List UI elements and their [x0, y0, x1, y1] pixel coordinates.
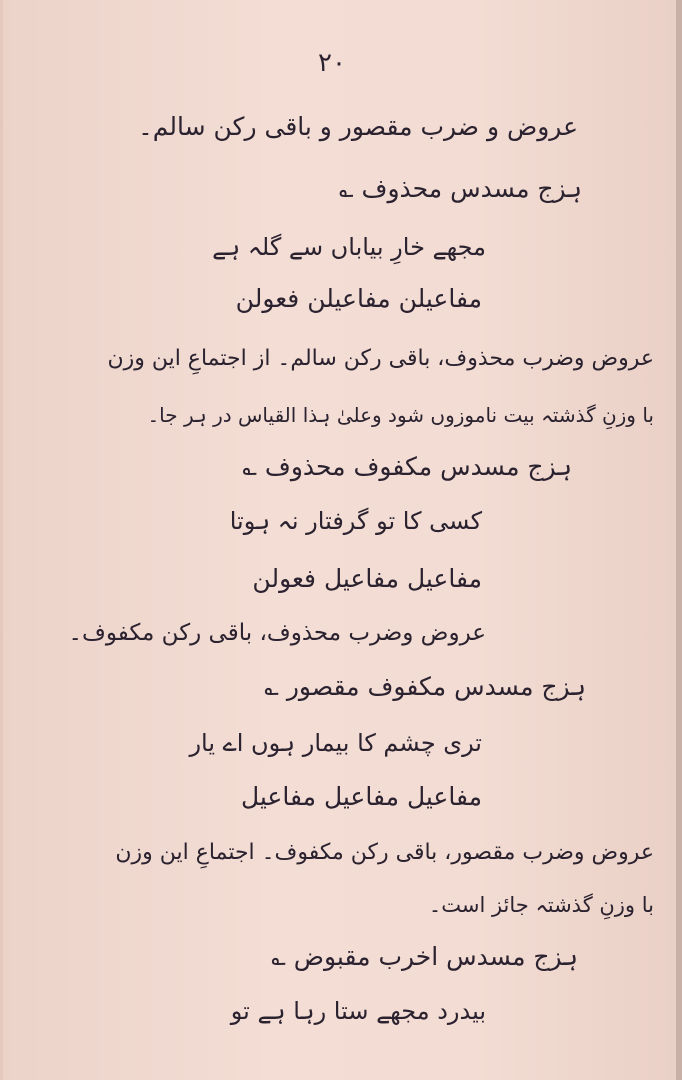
meter-line-1: مفاعیلن مفاعیلن فعولن: [235, 284, 482, 313]
text-line-2: عروض وضرب محذوف، باقی رکن سالم۔ از اجتماعِ این وزن: [107, 346, 654, 371]
meter-line-3: مفاعیل مفاعیل مفاعیل: [240, 782, 482, 811]
page-left-edge: [0, 0, 3, 1080]
page-number: ۲۰: [318, 48, 346, 78]
text-line-5: عروض وضرب مقصور، باقی رکن مکفوف۔ اجتماعِ این وزن: [115, 840, 654, 865]
text-line-4: عروض وضرب محذوف، باقی رکن مکفوف۔: [68, 620, 486, 646]
heading-hazaj-akhrab-maqbooz: ہزج مسدس اخرب مقبوض ؎: [271, 942, 578, 971]
text-line-3: با وزنِ گذشتہ بیت ناموزوں شود وعلیٰ ہذا القیاس در ہر جا۔: [147, 403, 654, 427]
text-line-6: با وزنِ گذشتہ جائز است۔: [428, 893, 654, 917]
meter-line-2: مفاعیل مفاعیل فعولن: [252, 564, 482, 593]
heading-hazaj-makfoof-mahzoof: ہزج مسدس مکفوف محذوف ؎: [242, 452, 572, 481]
verse-line-3: تری چشم کا بیمار ہوں اے یار: [189, 729, 482, 757]
verse-line-4: بیدرد مجھے ستا رہا ہے تو: [230, 997, 486, 1025]
text-line-1: عروض و ضرب مقصور و باقی رکن سالم۔: [138, 112, 578, 141]
heading-hazaj-musaddas-mahzoof: ہزج مسدس محذوف ؎: [338, 174, 582, 203]
heading-hazaj-makfoof-maqsoor: ہزج مسدس مکفوف مقصور ؎: [264, 672, 586, 701]
verse-line-1: مجھے خارِ بیاباں سے گلہ ہے: [212, 233, 486, 261]
verse-line-2: کسی کا تو گرفتار نہ ہوتا: [229, 507, 482, 535]
page-right-edge: [676, 0, 682, 1080]
